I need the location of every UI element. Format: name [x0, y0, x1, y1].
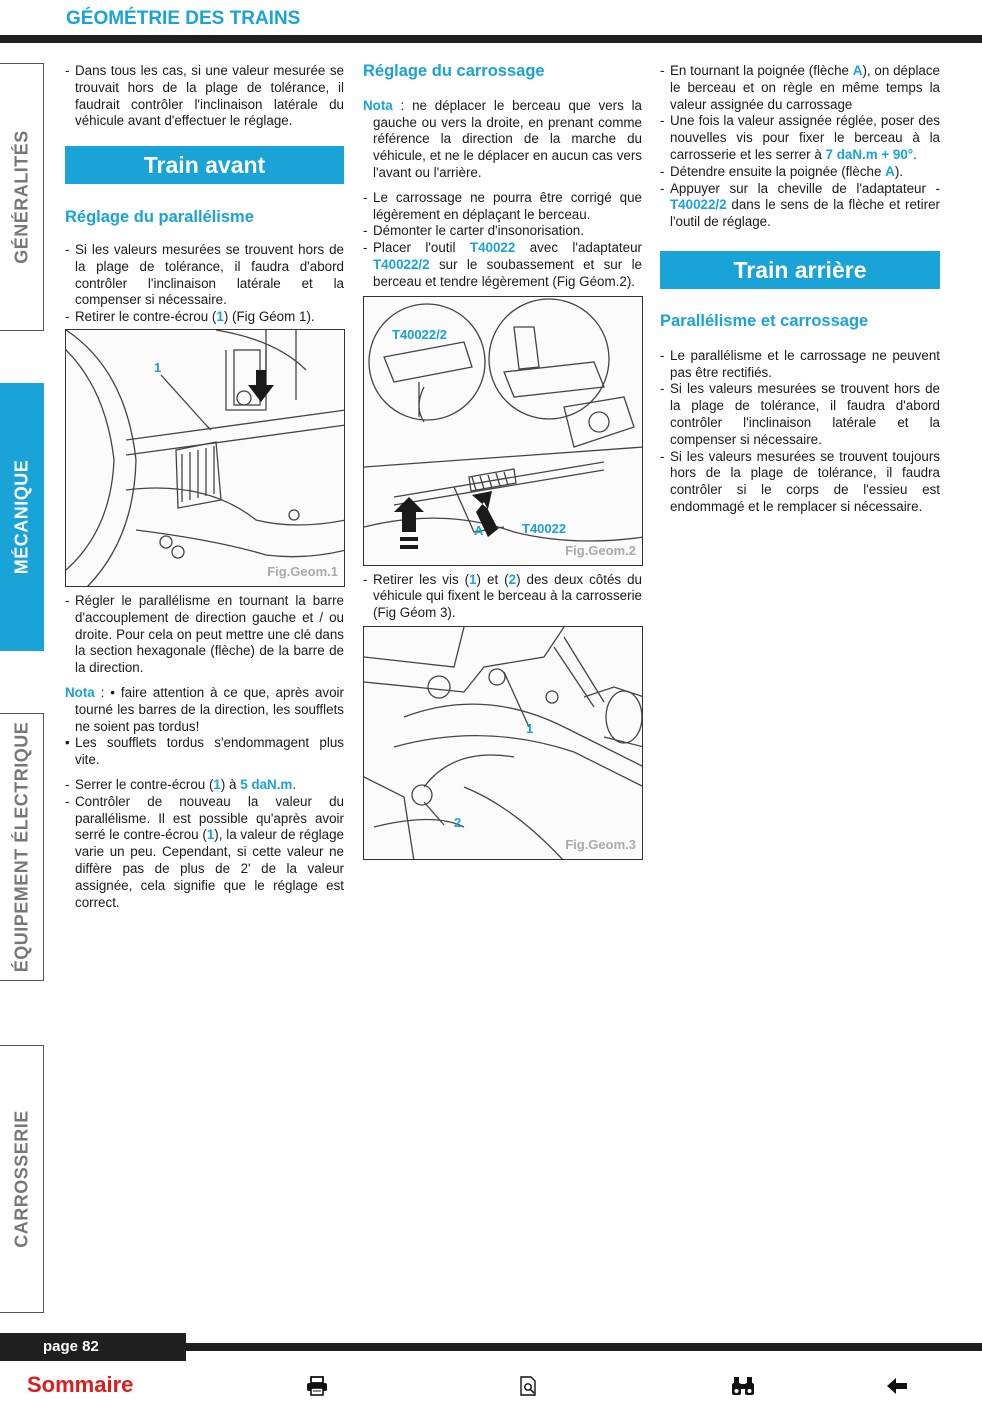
- list-item: - Appuyer sur la cheville de l'adaptateur - T40022/2 dans le sens de la flèche et retirer l'outil de réglage.: [660, 180, 940, 230]
- callout-1: 1: [526, 720, 534, 736]
- subframe-drawing-3: [364, 627, 643, 860]
- list-item: • Les soufflets tordus s'endommagent plus vite.: [65, 735, 344, 768]
- page-header-title: GÉOMÉTRIE DES TRAINS: [66, 8, 301, 29]
- section-banner-train-avant: Train avant: [65, 146, 344, 184]
- list-item: - Si les valeurs mesurées se trouvent hors de la plage de tolérance, il faudra d'abord contrôler l'inclinaison latérale et la compenser si nécessaire.: [660, 381, 940, 447]
- list-item: - Placer l'outil T40022 avec l'adaptateur T40022/2 sur le soubassement et sur le berceau et tendre légèrement (Fig Géom.2).: [363, 240, 642, 289]
- zoom-page-icon[interactable]: [517, 1374, 541, 1398]
- print-icon[interactable]: [305, 1374, 329, 1398]
- heading-reglage-parallelisme: Réglage du parallélisme: [65, 208, 254, 227]
- column-3: [660, 63, 940, 516]
- callout-adapter: T40022/2: [392, 326, 447, 342]
- side-tab-label: ÉQUIPEMENT ÉLECTRIQUE: [11, 721, 31, 973]
- side-tab-label: MÉCANIQUE: [11, 459, 31, 575]
- side-tab-equipement-electrique[interactable]: [0, 713, 44, 981]
- header-rule: [0, 35, 982, 43]
- callout-a: A: [474, 522, 484, 538]
- list-item: - Retirer les vis (1) et (2) des deux côtés du véhicule qui fixent le berceau à la carrosserie (Fig Géom 3).: [363, 571, 642, 621]
- figure-caption: Fig.Geom.3: [565, 837, 636, 853]
- list-item: - Une fois la valeur assignée réglée, poser des nouvelles vis pour fixer le berceau à la carrosserie et les serrer à 7 daN.m + 90°.: [660, 113, 940, 162]
- list-item: - Retirer le contre-écrou (1) (Fig Géom 1).: [65, 309, 315, 325]
- page-number: page 82: [0, 1333, 186, 1361]
- heading-reglage-carrossage: Réglage du carrossage: [363, 62, 545, 80]
- list-item: - Si les valeurs mesurées se trouvent hors de la plage de tolérance, il faudra d'abord contrôler l'inclinaison latérale et la compenser si nécessaire.: [65, 241, 344, 308]
- callout-2: 2: [454, 814, 462, 830]
- note: Nota : ne déplacer le berceau que vers la gauche ou vers la droite, en prenant comme référence la direction de la marche du véhicule, et ne le déplacer en aucun cas vers l'avant ou l'arrière.: [363, 97, 642, 180]
- list-item: - Régler le parallélisme en tournant la barre d'accouplement de direction gauche et / ou droite. Pour cela on peut mettre une clé dans la section hexagonale (flèche) de la barre de la direction.: [65, 592, 344, 676]
- sommaire-link[interactable]: Sommaire: [27, 1372, 134, 1397]
- list-item: - Dans tous les cas, si une valeur mesurée se trouvait hors de la plage de tolérance, il faudrait contrôler l'inclinaison latérale du véhicule avant d'effectuer le réglage.: [65, 63, 344, 129]
- side-tab-carrosserie[interactable]: [0, 1045, 44, 1313]
- list-item: - En tournant la poignée (flèche A), on déplace le berceau et on règle en même temps la valeur assignée du carrossage: [660, 63, 941, 112]
- list-item: - Détendre ensuite la poignée (flèche A).: [660, 163, 903, 179]
- side-tab-label: CARROSSERIE: [11, 1110, 31, 1248]
- section-banner-train-arriere: Train arrière: [660, 251, 940, 289]
- list-item: - Démonter le carter d'insonorisation.: [363, 223, 584, 239]
- column-2: [363, 63, 642, 860]
- figure-geom-2: [363, 296, 643, 566]
- list-item: - Le carrossage ne pourra être corrigé que légèrement en déplaçant le berceau.: [363, 189, 642, 222]
- callout-1: 1: [154, 359, 162, 375]
- suspension-drawing-1: [66, 330, 345, 587]
- figure-caption: Fig.Geom.1: [267, 564, 338, 580]
- side-tab-label: GÉNÉRALITÉS: [11, 130, 31, 264]
- figure-geom-3: [363, 626, 643, 860]
- callout-tool: T40022: [522, 520, 567, 536]
- note: Nota : • faire attention à ce que, après avoir tourné les barres de la direction, les soufflets ne soient pas tordus!: [65, 684, 344, 734]
- column-1: [65, 63, 344, 911]
- list-item: - Contrôler de nouveau la valeur du parallélisme. Il est possible qu'après avoir serré le contre-écrou (1), la valeur de réglage varie un peu. Cependant, si cette valeur ne diffère pas de plus de 2' de la valeur assignée, cela signifie que le réglage est correct.: [65, 793, 344, 910]
- side-tab-generalites[interactable]: [0, 63, 44, 331]
- side-tab-mecanique[interactable]: [0, 383, 44, 651]
- list-item: - Le parallélisme et le carrossage ne peuvent pas être rectifiés.: [660, 347, 940, 380]
- heading-parallelisme-carrossage: Parallélisme et carrossage: [660, 311, 869, 330]
- figure-caption: Fig.Geom.2: [565, 542, 636, 558]
- back-arrow-icon[interactable]: [885, 1374, 909, 1398]
- binoculars-icon[interactable]: [730, 1374, 754, 1398]
- list-item: - Serrer le contre-écrou (1) à 5 daN.m.: [65, 776, 297, 792]
- figure-geom-1: [65, 329, 345, 587]
- list-item: - Si les valeurs mesurées se trouvent toujours hors de la plage de tolérance, il faudra contrôler si le corps de l'essieu est endommagé et le remplacer si nécessaire.: [660, 448, 940, 514]
